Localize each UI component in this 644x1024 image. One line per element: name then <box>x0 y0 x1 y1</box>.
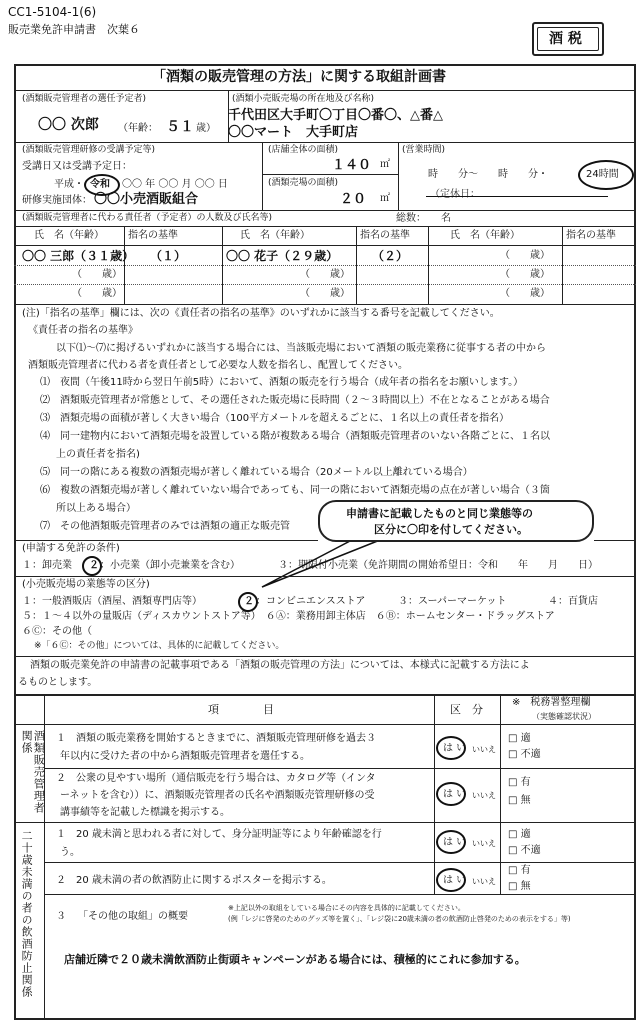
manager-age: ５１ <box>166 119 194 135</box>
store-address: 千代田区大手町〇丁目〇番〇、△番△ <box>228 108 443 123</box>
item1-check-b[interactable]: □ 不適 <box>508 749 541 760</box>
item4-check-a[interactable]: □ 有 <box>508 865 531 876</box>
sales-area: ２０ <box>340 192 367 207</box>
license-selected: ２ <box>89 560 99 571</box>
manager-name: 〇〇 次郎 <box>38 117 99 133</box>
section-underage: 二十歳未満の者の飲酒防止関係 <box>20 830 34 998</box>
other-initiative-text: 店舗近隣で２０歳未満飲酒防止街頭キャンペーンがある場合には、積極的にこれに参加する。 <box>64 953 526 966</box>
tax-stamp-label: 酒 税 <box>549 31 582 47</box>
total-area: １４０ <box>332 158 372 173</box>
form-code: CC1-5104-1(6) <box>8 5 97 19</box>
store-name: 〇〇マート 大手町店 <box>228 125 359 140</box>
item1-check-a[interactable]: □ 適 <box>508 733 531 744</box>
item3-check-a[interactable]: □ 適 <box>508 829 531 840</box>
training-org: 〇〇小売酒販組合 <box>94 192 199 207</box>
item3-check-b[interactable]: □ 不適 <box>508 845 541 856</box>
notes-intro: (注)「指名の基準」欄には、次の《責任者の指名の基準》のいずれかに該当する番号を記載してください。 <box>22 308 500 319</box>
training-label: (酒類販売管理研修の受講予定等) <box>22 145 156 155</box>
deputy-1-name: 〇〇 三郎（３１歳） <box>22 249 135 263</box>
section-manager: 酒類販売管理者関係 <box>20 730 46 814</box>
hours-template: 時 分～ 時 分・ <box>428 169 548 180</box>
item2-check-b[interactable]: □ 無 <box>508 795 531 806</box>
form-subtitle: 販売業免許申請書 次葉６ <box>8 23 140 36</box>
deputy-1-basis: （１） <box>150 249 187 263</box>
business-selected: ２ <box>244 596 254 607</box>
training-era: 令和 <box>90 179 110 190</box>
tax-stamp-box <box>532 22 604 56</box>
callout-bubble: 申請書に記載したものと同じ業態等の 区分に〇印を付してください。 <box>318 500 594 542</box>
manager-label: (酒類販売管理者の選任予定者) <box>22 94 147 104</box>
hours-24h: 24時間 <box>586 169 619 180</box>
item2-check-a[interactable]: □ 有 <box>508 777 531 788</box>
deputy-2-name: 〇〇 花子（２９歳） <box>226 249 339 263</box>
training-date: 〇〇 年 〇〇 月 〇〇 日 <box>122 179 228 190</box>
deputy-2-basis: （２） <box>372 249 409 263</box>
location-label: (酒類小売販売場の所在地及び名称) <box>232 94 375 104</box>
page-title: 「酒類の販売管理の方法」に関する取組計画書 <box>152 69 446 85</box>
item4-check-b[interactable]: □ 無 <box>508 881 531 892</box>
